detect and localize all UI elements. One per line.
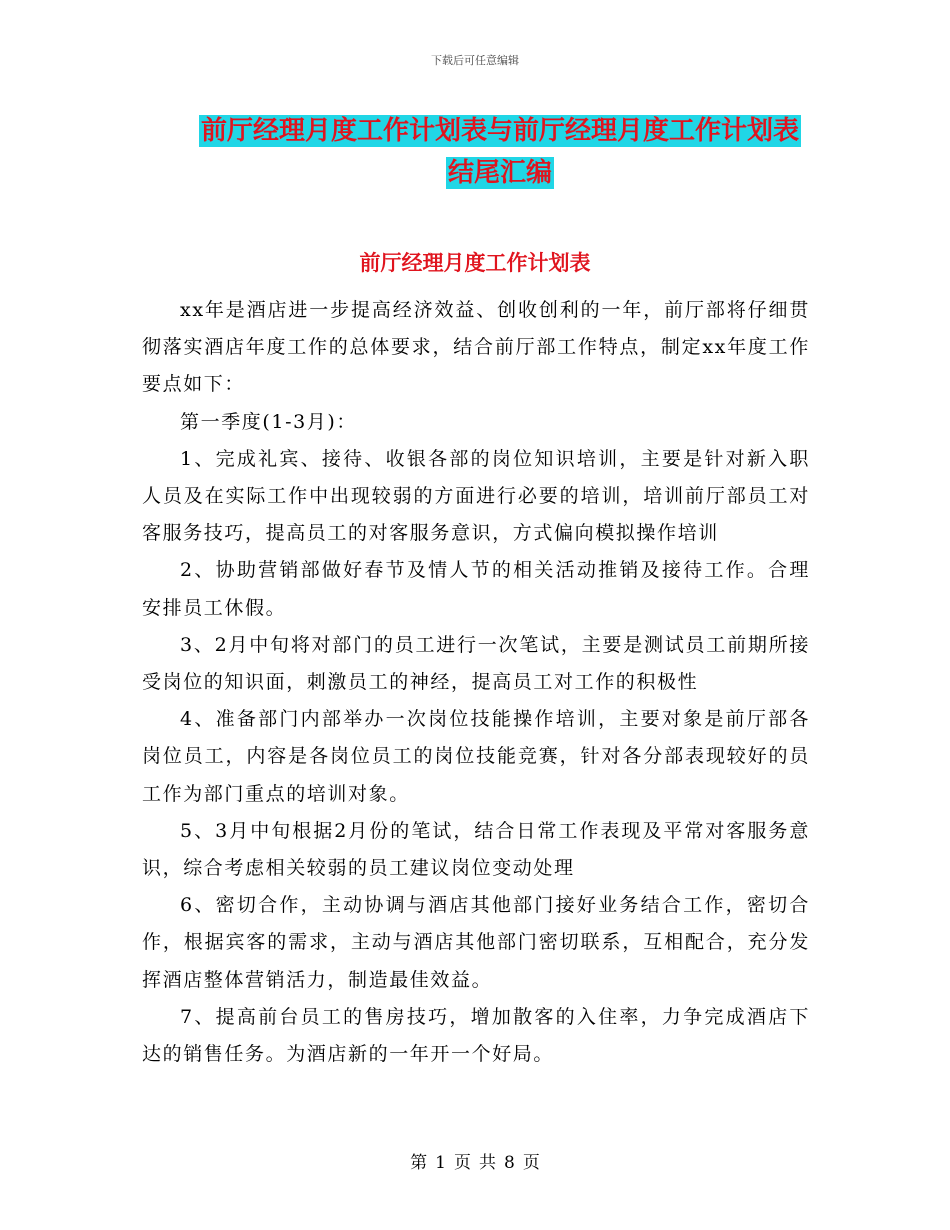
list-item-2: 2、协助营销部做好春节及情人节的相关活动推销及接待工作。合理安排员工休假。	[142, 559, 810, 619]
list-item-4: 4、准备部门内部举办一次岗位技能操作培训，主要对象是前厅部各岗位员工，内容是各岗位员工的岗位技能竞赛，针对各分部表现较好的员工作为部门重点的培训对象。	[142, 708, 810, 805]
footer-current-page: 1	[435, 1153, 446, 1173]
footer-prefix: 第	[410, 1153, 428, 1173]
footer-total-pages: 8	[504, 1153, 515, 1173]
header-note: 下载后可任意编辑	[431, 54, 519, 67]
page-footer	[0, 1148, 950, 1173]
list-item-5: 5、3月中旬根据2月份的笔试，结合日常工作表现及平常对客服务意识，综合考虑相关较弱的员工建议岗位变动处理	[142, 819, 810, 880]
footer-total-prefix: 共	[479, 1153, 496, 1173]
body-text	[142, 292, 810, 1073]
list-item-6: 6、密切合作，主动协调与酒店其他部门接好业务结合工作，密切合作，根据宾客的需求，主动与酒店其他部门密切联系，互相配合，充分发挥酒店整体营销活力，制造最佳效益。	[142, 894, 810, 991]
document-title-line-2: 结尾汇编	[447, 158, 552, 188]
footer-total-suffix: 页	[522, 1153, 540, 1173]
list-item-3: 3、2月中旬将对部门的员工进行一次笔试，主要是测试员工前期所接受岗位的知识面，刺激员工的神经，提高员工对工作的积极性	[142, 633, 810, 694]
intro-paragraph: xx年是酒店进一步提高经济效益、创收创利的一年，前厅部将仔细贯彻落实酒店年度工作的总体要求，结合前厅部工作特点，制定xx年度工作要点如下：	[142, 299, 810, 396]
list-item-1: 1、完成礼宾、接待、收银各部的岗位知识培训，主要是针对新入职人员及在实际工作中出现较弱的方面进行必要的培训，培训前厅部员工对客服务技巧，提高员工的对客服务意识，方式偏向模拟操作培训	[142, 447, 810, 545]
section-title: 前厅经理月度工作计划表	[359, 251, 591, 275]
document-title-line-1: 前厅经理月度工作计划表与前厅经理月度工作计划表	[200, 116, 799, 146]
quarter-heading: 第一季度(1-3月)：	[180, 410, 358, 433]
list-item-7: 7、提高前台员工的售房技巧，增加散客的入住率，力争完成酒店下达的销售任务。为酒店新的一年开一个好局。	[142, 1005, 810, 1066]
document-title	[180, 110, 820, 194]
footer-page-word: 页	[454, 1153, 471, 1173]
